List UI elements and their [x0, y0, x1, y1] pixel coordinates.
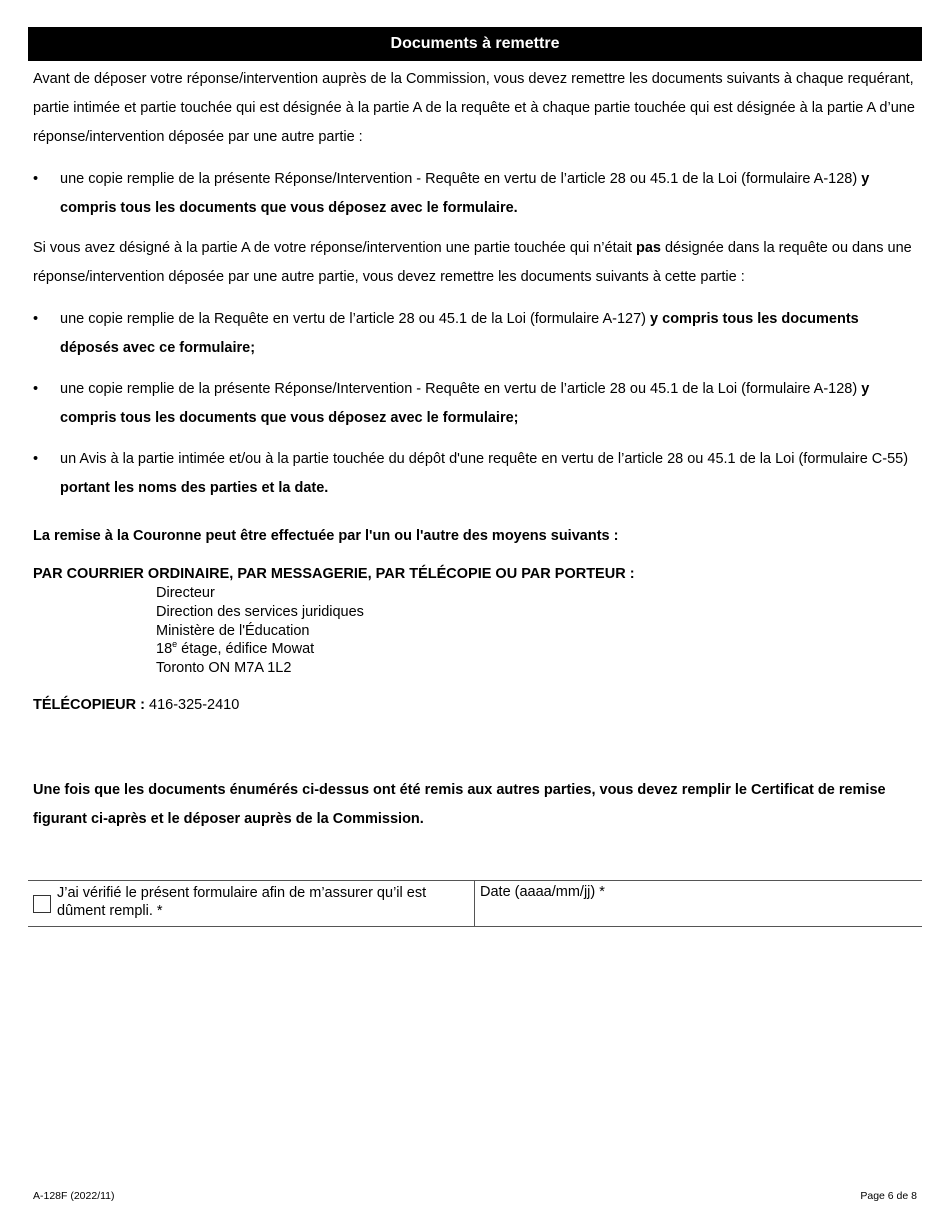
- service-heading: La remise à la Couronne peut être effectuée par l'un ou l'autre des moyens suivants :: [33, 528, 619, 544]
- bullet-dot: •: [33, 311, 39, 327]
- bullet-dot: •: [33, 171, 39, 187]
- verification-cell: [28, 881, 475, 926]
- page-number: Page 6 de 8: [860, 1190, 917, 1202]
- intro-paragraph: Avant de déposer votre réponse/intervention auprès de la Commission, vous devez remettre les documents suivants à chaque requérant, partie intimée et partie touchée qui est désignée à la partie A de la requête et à chaque partie touchée qui est désignée à la partie A d’une réponse/intervention déposée par une autre partie :: [33, 71, 915, 145]
- section-header: [28, 27, 922, 61]
- verification-table: [28, 880, 922, 927]
- affected-party-paragraph: Si vous avez désigné à la partie A de votre réponse/intervention une partie touchée qui n’était pas désignée dans la requête ou dans une réponse/intervention déposée par une autre partie, vous devez remettre les documents suivants à cette partie :: [33, 240, 912, 285]
- mail-heading: PAR COURRIER ORDINAIRE, PAR MESSAGERIE, PAR TÉLÉCOPIE OU PAR PORTEUR :: [33, 566, 635, 582]
- bullet-dot: •: [33, 381, 39, 397]
- verification-label: J’ai vérifié le présent formulaire afin de m’assurer qu’il est dûment rempli. *: [57, 885, 427, 919]
- form-code: A-128F (2022/11): [33, 1190, 115, 1202]
- closing-instructions: Une fois que les documents énumérés ci-dessus ont été remis aux autres parties, vous devez remplir le Certificat de remise figurant ci-après et le déposer auprès de la Commission.: [33, 782, 886, 827]
- fax-line: [33, 697, 239, 713]
- fax-number: 416-325-2410: [144, 697, 240, 713]
- bullet-dot: •: [33, 451, 39, 467]
- date-field[interactable]: Date (aaaa/mm/jj) *: [480, 884, 605, 900]
- verification-checkbox[interactable]: [33, 895, 51, 913]
- section-title: Documents à remettre: [390, 35, 560, 52]
- mailing-address: Directeur Direction des services juridiques Ministère de l'Éducation 18e étage, édifice Mowat Toronto ON M7A 1L2: [156, 585, 364, 677]
- fax-label: TÉLÉCOPIEUR :: [33, 697, 145, 713]
